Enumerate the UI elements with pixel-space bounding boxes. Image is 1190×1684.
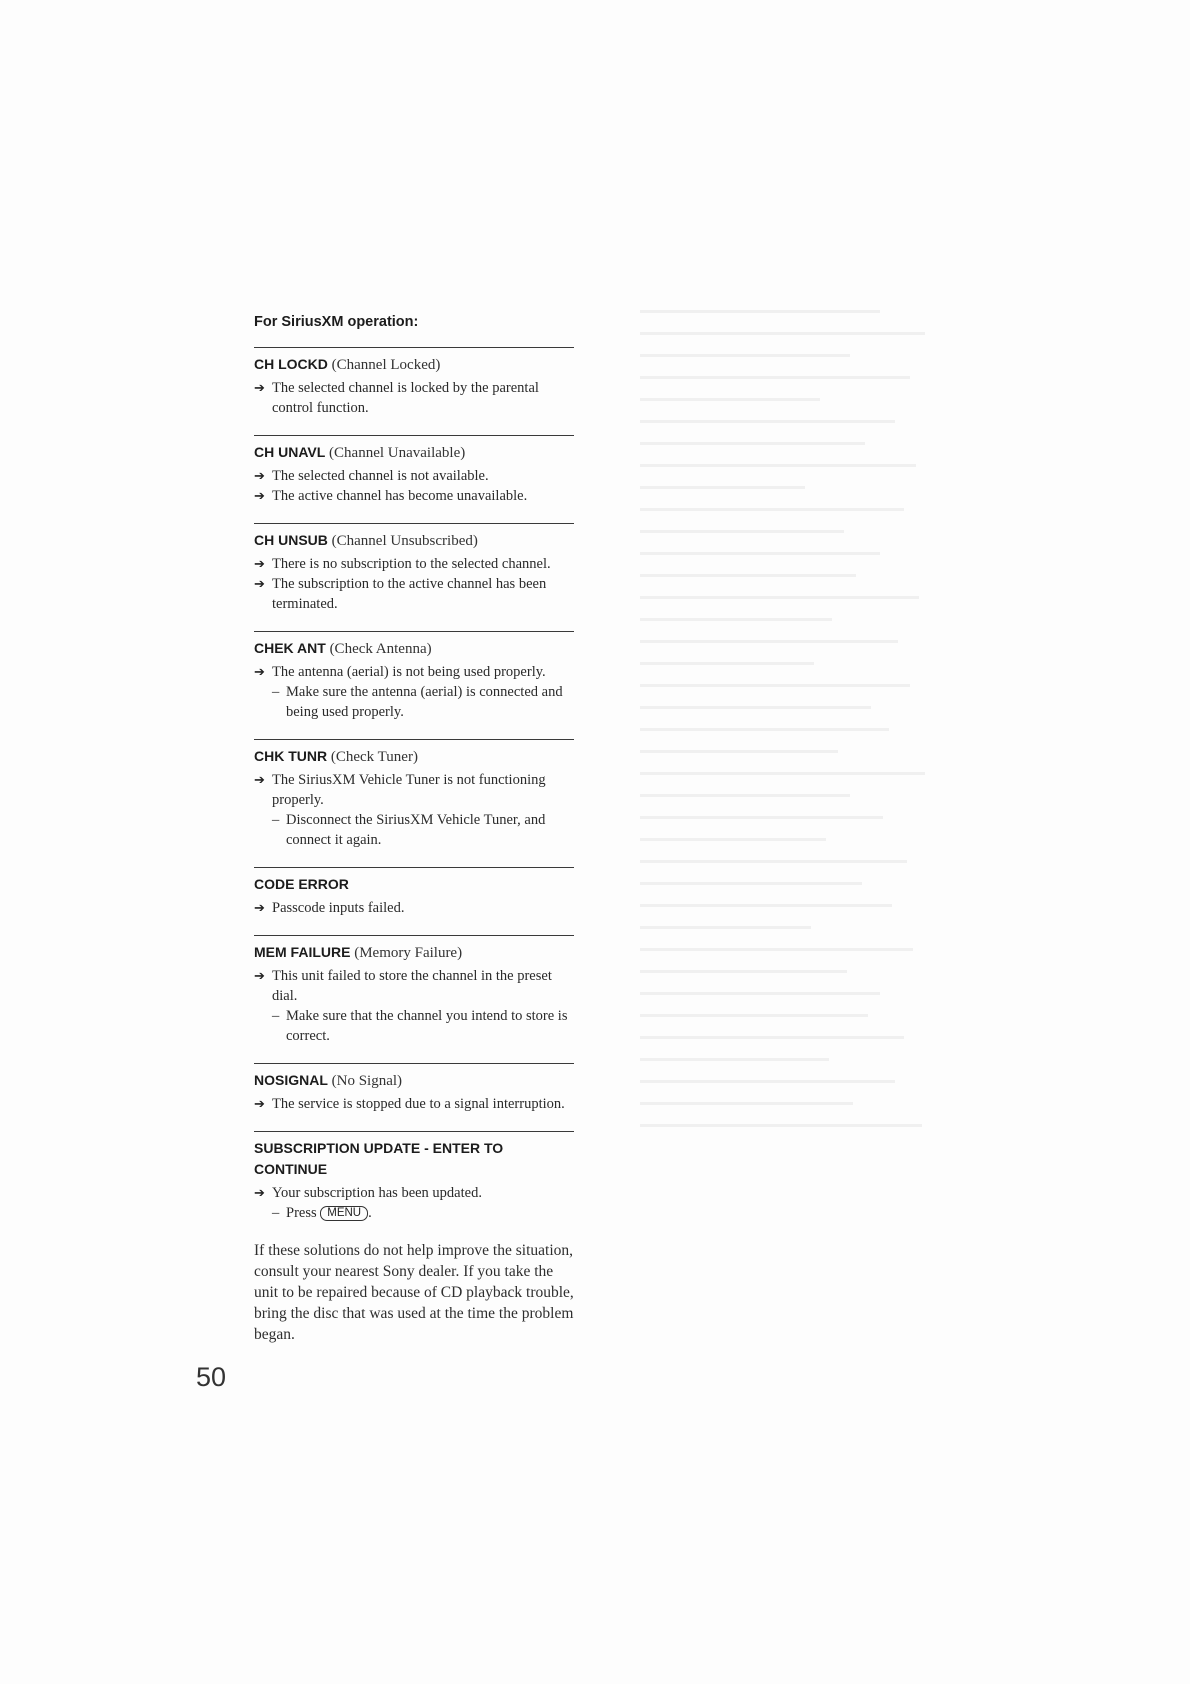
message-code: CH UNSUB <box>254 532 328 548</box>
dash-bullet: – <box>272 812 280 828</box>
cause-item <box>254 966 574 1006</box>
dash-bullet: – <box>272 1205 280 1221</box>
message-code: CHEK ANT <box>254 640 326 656</box>
entry-title <box>254 1070 574 1091</box>
message-entry-nosignal <box>254 1063 574 1114</box>
message-description: (Channel Unavailable) <box>329 445 466 461</box>
message-code: SUBSCRIPTION UPDATE - ENTER TO CONTINUE <box>254 1140 504 1177</box>
cause-item <box>254 770 574 810</box>
message-description: (No Signal) <box>331 1073 403 1089</box>
remedy-item <box>254 1203 574 1223</box>
cause-text: There is no subscription to the selected channel. <box>272 556 551 572</box>
message-entry-ch-unsub <box>254 523 574 614</box>
entry-title <box>254 354 574 375</box>
message-description: (Check Antenna) <box>329 641 432 657</box>
remedy-prefix: Press <box>286 1205 317 1221</box>
entry-title <box>254 530 574 551</box>
cause-item <box>254 486 574 506</box>
message-entry-chk-tunr <box>254 739 574 850</box>
cause-item <box>254 898 574 918</box>
arrow-icon: ➔ <box>254 664 265 679</box>
arrow-icon: ➔ <box>254 556 265 571</box>
arrow-icon: ➔ <box>254 468 265 483</box>
arrow-icon: ➔ <box>254 1185 265 1200</box>
remedy-text: Make sure that the channel you intend to store is correct. <box>286 1008 568 1044</box>
message-description: (Channel Unsubscribed) <box>331 533 478 549</box>
cause-text: The selected channel is locked by the parental control function. <box>272 380 539 416</box>
entry-title <box>254 942 574 963</box>
message-entry-mem-failure <box>254 935 574 1046</box>
remedy-item <box>254 810 574 850</box>
cause-text: The subscription to the active channel has been terminated. <box>272 576 547 612</box>
entry-title <box>254 746 574 767</box>
message-entry-ch-unavl <box>254 435 574 506</box>
message-entry-ch-lockd <box>254 347 574 418</box>
cause-text: This unit failed to store the channel in the preset dial. <box>272 968 552 1004</box>
message-description: (Memory Failure) <box>354 945 463 961</box>
entry-title <box>254 638 574 659</box>
cause-text: The selected channel is not available. <box>272 468 489 484</box>
message-entry-chek-ant <box>254 631 574 722</box>
remedy-text: Make sure the antenna (aerial) is connected and being used properly. <box>286 684 563 720</box>
entry-title <box>254 1138 574 1180</box>
dash-bullet: – <box>272 1008 280 1024</box>
cause-text: The service is stopped due to a signal interruption. <box>272 1096 565 1112</box>
dash-bullet: – <box>272 684 280 700</box>
remedy-text: Disconnect the SiriusXM Vehicle Tuner, and connect it again. <box>286 812 546 848</box>
message-entry-code-error <box>254 867 574 918</box>
cause-item <box>254 574 574 614</box>
arrow-icon: ➔ <box>254 772 265 787</box>
message-description: (Channel Locked) <box>331 357 441 373</box>
cause-text: The active channel has become unavailable. <box>272 488 528 504</box>
show-through-background <box>640 310 940 1210</box>
arrow-icon: ➔ <box>254 968 265 983</box>
cause-text: Passcode inputs failed. <box>272 900 405 916</box>
section-heading: For SiriusXM operation: <box>254 314 419 330</box>
page-number: 50 <box>196 1362 227 1392</box>
arrow-icon: ➔ <box>254 380 265 395</box>
cause-item <box>254 554 574 574</box>
remedy-suffix: . <box>368 1205 372 1221</box>
remedy-item <box>254 682 574 722</box>
menu-key-icon: MENU <box>320 1206 368 1221</box>
message-code: NOSIGNAL <box>254 1072 328 1088</box>
arrow-icon: ➔ <box>254 900 265 915</box>
arrow-icon: ➔ <box>254 488 265 503</box>
message-code: CODE ERROR <box>254 876 349 892</box>
entry-title <box>254 442 574 463</box>
cause-item <box>254 1183 574 1203</box>
message-entry-subscription-update <box>254 1131 574 1223</box>
cause-text: Your subscription has been updated. <box>272 1185 482 1201</box>
remedy-item <box>254 1006 574 1046</box>
closing-paragraph: If these solutions do not help improve the situation, consult your nearest Sony dealer. If you take the unit to be repaired because of CD playback trouble, bring the disc that was used at the time the problem began. <box>254 1242 574 1343</box>
message-code: CHK TUNR <box>254 748 328 764</box>
message-code: CH LOCKD <box>254 356 328 372</box>
cause-item <box>254 378 574 418</box>
arrow-icon: ➔ <box>254 1096 265 1111</box>
troubleshooting-column <box>254 314 574 1345</box>
cause-text: The SiriusXM Vehicle Tuner is not functioning properly. <box>272 772 546 808</box>
cause-item <box>254 466 574 486</box>
cause-text: The antenna (aerial) is not being used properly. <box>272 664 546 680</box>
message-code: CH UNAVL <box>254 444 326 460</box>
cause-item <box>254 662 574 682</box>
entry-title <box>254 874 574 895</box>
message-code: MEM FAILURE <box>254 944 351 960</box>
arrow-icon: ➔ <box>254 576 265 591</box>
message-description: (Check Tuner) <box>330 749 418 765</box>
cause-item <box>254 1094 574 1114</box>
